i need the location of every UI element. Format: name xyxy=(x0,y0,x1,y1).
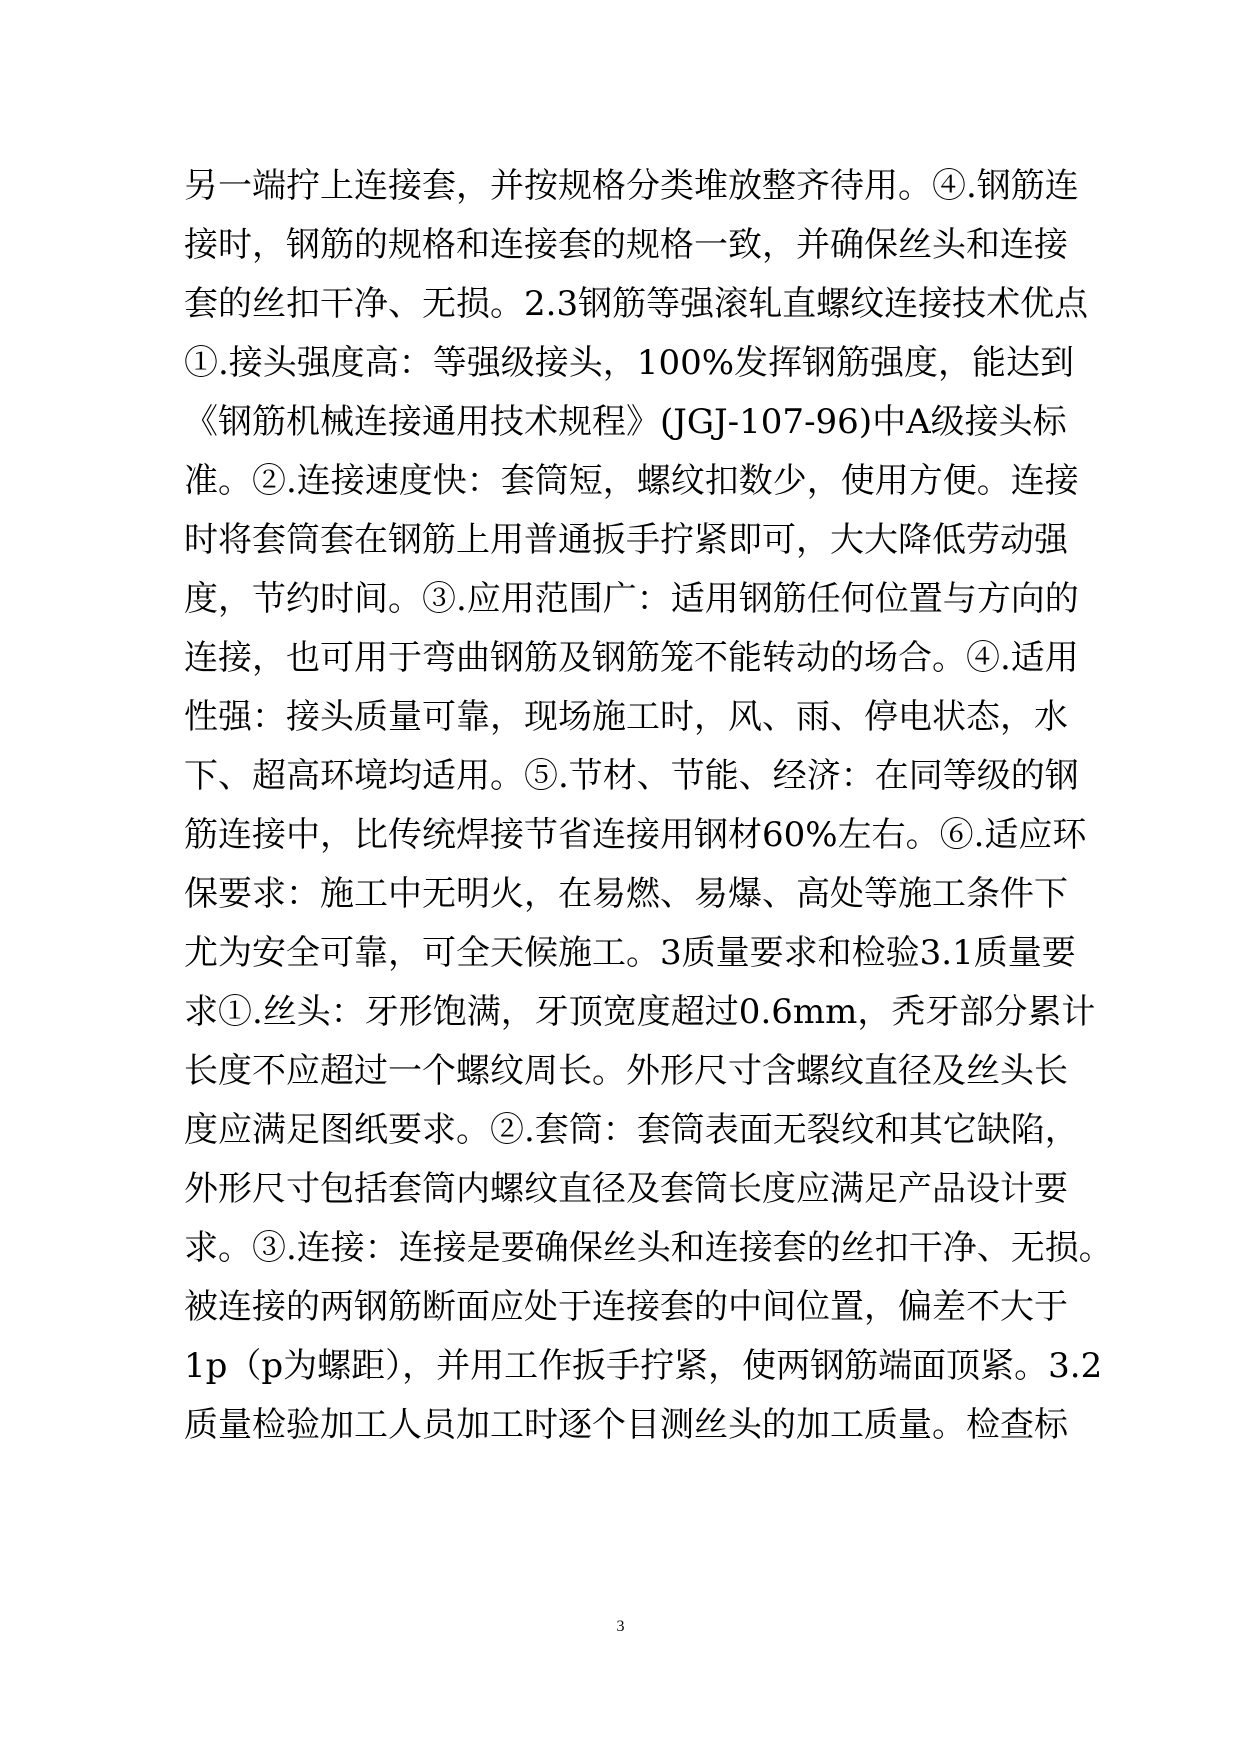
text-line: 接时，钢筋的规格和连接套的规格一致，并确保丝头和连接 xyxy=(184,225,1068,265)
text-line: 1p（p为螺距），并用工作扳手拧紧，使两钢筋端面顶紧。3.2 xyxy=(184,1346,1103,1386)
text-line: 度应满足图纸要求。②.套筒：套筒表面无裂纹和其它缺陷， xyxy=(184,1110,1079,1150)
text-line: 另一端拧上连接套，并按规格分类堆放整齐待用。④.钢筋连 xyxy=(184,166,1079,206)
text-line: 时将套筒套在钢筋上用普通扳手拧紧即可，大大降低劳动强 xyxy=(184,520,1068,560)
text-line: 质量检验加工人员加工时逐个目测丝头的加工质量。检查标 xyxy=(184,1405,1068,1445)
text-line: 套的丝扣干净、无损。2.3钢筋等强滚轧直螺纹连接技术优点 xyxy=(184,284,1089,324)
text-line: 筋连接中，比传统焊接节省连接用钢材60%左右。⑥.适应环 xyxy=(184,815,1087,855)
text-line: 保要求：施工中无明火，在易燃、易爆、高处等施工条件下 xyxy=(184,874,1068,914)
text-line: 性强：接头质量可靠，现场施工时，风、雨、停电状态，水 xyxy=(184,697,1068,737)
text-line: 度，节约时间。③.应用范围广：适用钢筋任何位置与方向的 xyxy=(184,579,1079,619)
text-line: 求①.丝头：牙形饱满，牙顶宽度超过0.6mm，秃牙部分累计 xyxy=(184,992,1096,1032)
page-number: 3 xyxy=(616,1618,625,1635)
text-line: 尤为安全可靠，可全天候施工。3质量要求和检验3.1质量要 xyxy=(184,933,1076,973)
text-line: 求。③.连接：连接是要确保丝头和连接套的丝扣干净、无损。 xyxy=(184,1228,1113,1268)
text-line: 长度不应超过一个螺纹周长。外形尺寸含螺纹直径及丝头长 xyxy=(184,1051,1068,1091)
text-line: 《钢筋机械连接通用技术规程》(JGJ-107-96)中A级接头标 xyxy=(184,402,1067,442)
text-line: ①.接头强度高：等强级接头，100%发挥钢筋强度，能达到 xyxy=(184,343,1075,383)
text-line: 外形尺寸包括套筒内螺纹直径及套筒长度应满足产品设计要 xyxy=(184,1169,1068,1209)
text-line: 下、超高环境均适用。⑤.节材、节能、经济：在同等级的钢 xyxy=(184,756,1079,796)
text-line: 连接，也可用于弯曲钢筋及钢筋笼不能转动的场合。④.适用 xyxy=(184,638,1079,678)
text-line: 被连接的两钢筋断面应处于连接套的中间位置，偏差不大于 xyxy=(184,1287,1068,1327)
text-line: 准。②.连接速度快：套筒短，螺纹扣数少，使用方便。连接 xyxy=(184,461,1079,501)
